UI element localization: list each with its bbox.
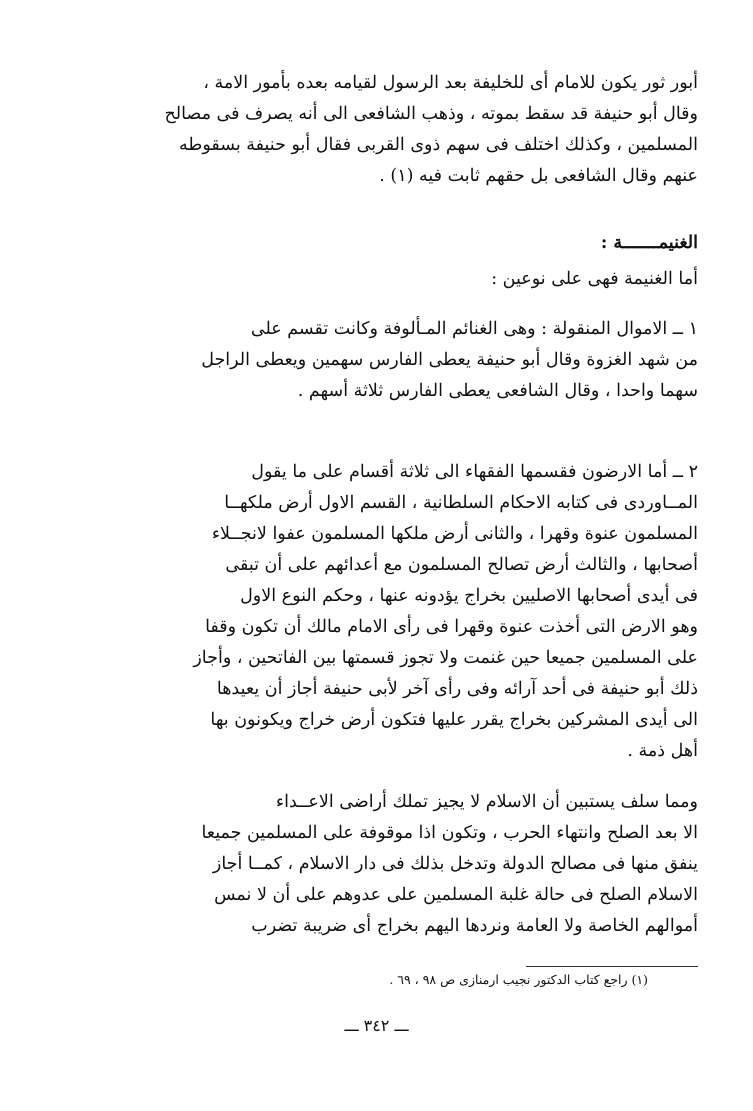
- paragraph-imam-share: أبور ثور يكون للامام أى للخليفة بعد الرسول لقيامه بعده بأمور الامة ، وقال أبو حنيفة قد سقط بموته ، وذهب الشافعى الى أنه يصرف فى مصالح المسلمين ، وكذلك اختلف فى سهم ذوى القربى فقال أبو حنيفة بسقوطه عنهم وقال الشافعى بل حقهم ثابت فيه (١) .: [164, 73, 698, 186]
- paragraph-movable-property: ١ ــ الاموال المنقولة : وهى الغنائم المـألوفة وكانت تقسم على من شهد الغزوة وقال أبو حنيفة يعطى الفارس سهمين ويعطى الراجل سهما واحدا ، وقال الشافعى يعطى الفارس ثلاثة أسهم .: [201, 319, 698, 401]
- paragraph-ghanima-types: أما الغنيمة فهى على نوعين :: [491, 269, 698, 289]
- page-number: ـــ ٣٤٢ ـــ: [344, 1016, 409, 1035]
- paragraph-conclusion: ومما سلف يستبين أن الاسلام لا يجيز تملك أراضى الاعــداء الا بعد الصلح وانتهاء الحرب ، وتكون اذا موقوفة على المسلمين جميعا ينفق منها فى مصالح الدولة وتدخل بذلك فى دار الاسلام ، كمــا أجاز الاسلام الصلح فى حالة غلبة المسلمين على عدوهم على أن لا نمس أموالهم الخاصة ولا العامة ونردها اليهم بخراج أى ضريبة تضرب: [201, 792, 698, 936]
- footnote: (١) راجع كتاب الدكتور نجيب ارمنازى ص ٩٨ ، ٦٩ .: [389, 972, 648, 987]
- footnote-divider: [526, 966, 698, 967]
- section-heading-ghanima: الغنيمـــــــة :: [600, 233, 698, 253]
- paragraph-lands: ٢ ــ أما الارضون فقسمها الفقهاء الى ثلاثة أقسام على ما يقول المــاوردى فى كتابه الاحكام السلطانية ، القسم الاول أرض ملكهــا المسلمون عنوة وقهرا ، والثانى أرض ملكها المسلمون عفوا لانجــلاء أصحابها ، والثالث أرض تصالح المسلمون مع أعدائهم على أن تبقى فى أيدى أصحابها الاصليين بخراج يؤدونه عنها ، وحكم النوع الاول وهو الارض التى أخذت عنوة وقهرا فى رأى الامام مالك أن تكون وقفا على المسلمين جميعا حين غنمت ولا تجوز قسمتها بين الفاتحين ، وأجاز ذلك أبو حنيفة فى أحد آرائه وفى رأى آخر لأبى حنيفة أجاز أن يعيدها الى أيدى المشركين بخراج يقرر عليها فتكون أرض خراج ويكونون بها أهل ذمة .: [193, 462, 698, 761]
